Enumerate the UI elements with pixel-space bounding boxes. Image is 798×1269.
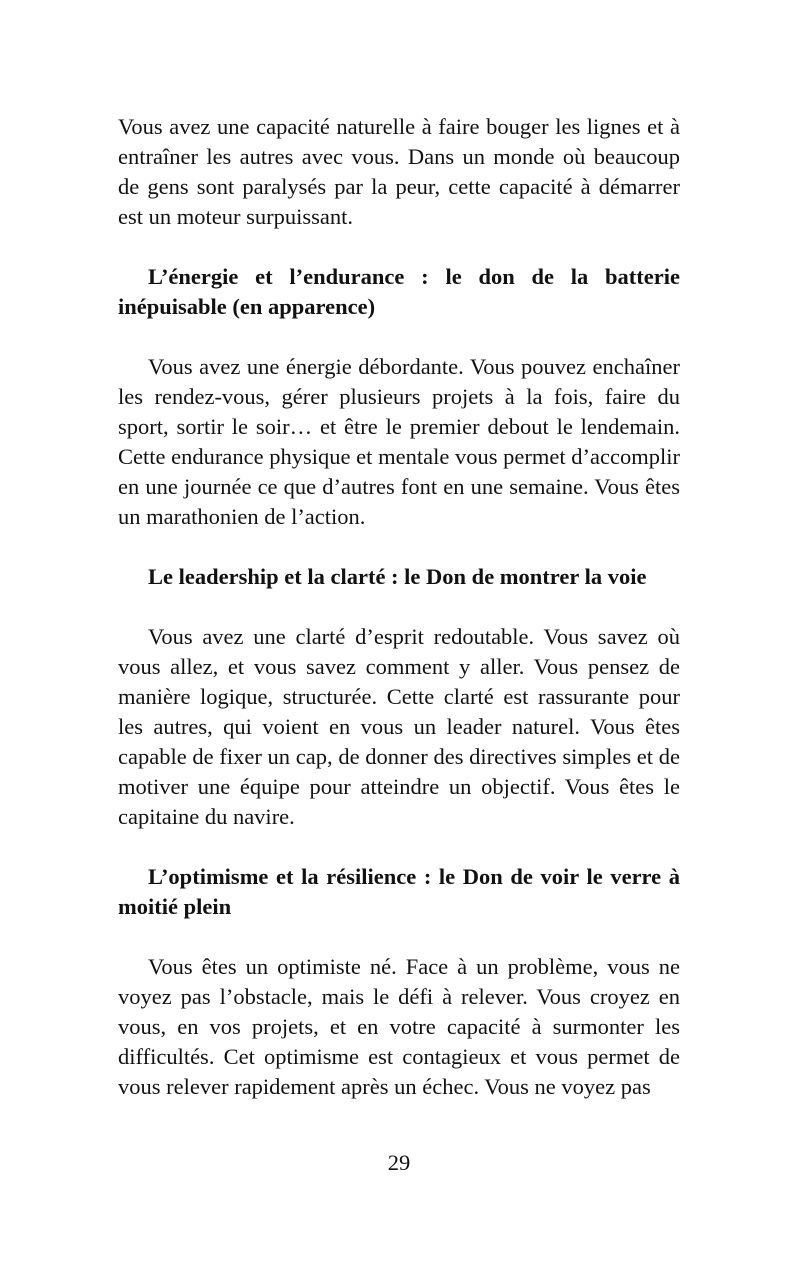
spacer: [118, 832, 680, 862]
paragraph-intro: Vous avez une capacité naturelle à faire bouger les lignes et à entraîner les autres avec vous. Dans un monde où beaucoup de gens sont paralysés par la peur, cette capacité à démarrer est un moteur surpuissant.: [118, 114, 680, 229]
paragraph-optimism: Vous êtes un optimiste né. Face à un problème, vous ne voyez pas l’obstacle, mais le défi à relever. Vous croyez en vous, en vos projets, et en votre capacité à surmonter les difficultés. Cet optimisme est contagieux et vous permet de vous relever rapidement après un échec. Vous ne voyez pas: [118, 954, 680, 1099]
spacer: [118, 532, 680, 562]
spacer: [118, 922, 680, 952]
paragraph-energy: Vous avez une énergie débordante. Vous pouvez enchaîner les rendez-vous, gérer plusieurs projets à la fois, faire du sport, sortir le soir… et être le premier debout le lendemain. Cette endurance physique et mentale vous permet d’accomplir en une journée ce que d’autres font en une semaine. Vous êtes un marathonien de l’action.: [118, 354, 680, 529]
spacer: [118, 232, 680, 262]
section-heading-leadership: Le leadership et la clarté : le Don de montrer la voie: [148, 564, 647, 589]
spacer: [118, 322, 680, 352]
section-heading-optimism: L’optimisme et la résilience : le Don de voir le verre à moitié plein: [118, 864, 680, 919]
section-heading-energy: L’énergie et l’endurance : le don de la batterie inépuisable (en apparence): [118, 264, 680, 319]
page-number: 29: [387, 1150, 411, 1175]
page-body: [118, 112, 680, 1102]
paragraph-leadership: Vous avez une clarté d’esprit redoutable. Vous savez où vous allez, et vous savez comment y aller. Vous pensez de manière logique, structurée. Cette clarté est rassurante pour les autres, qui voient en vous un leader naturel. Vous êtes capable de fixer un cap, de donner des directives simples et de motiver une équipe pour atteindre un objectif. Vous êtes le capitaine du navire.: [118, 624, 680, 829]
spacer: [118, 592, 680, 622]
